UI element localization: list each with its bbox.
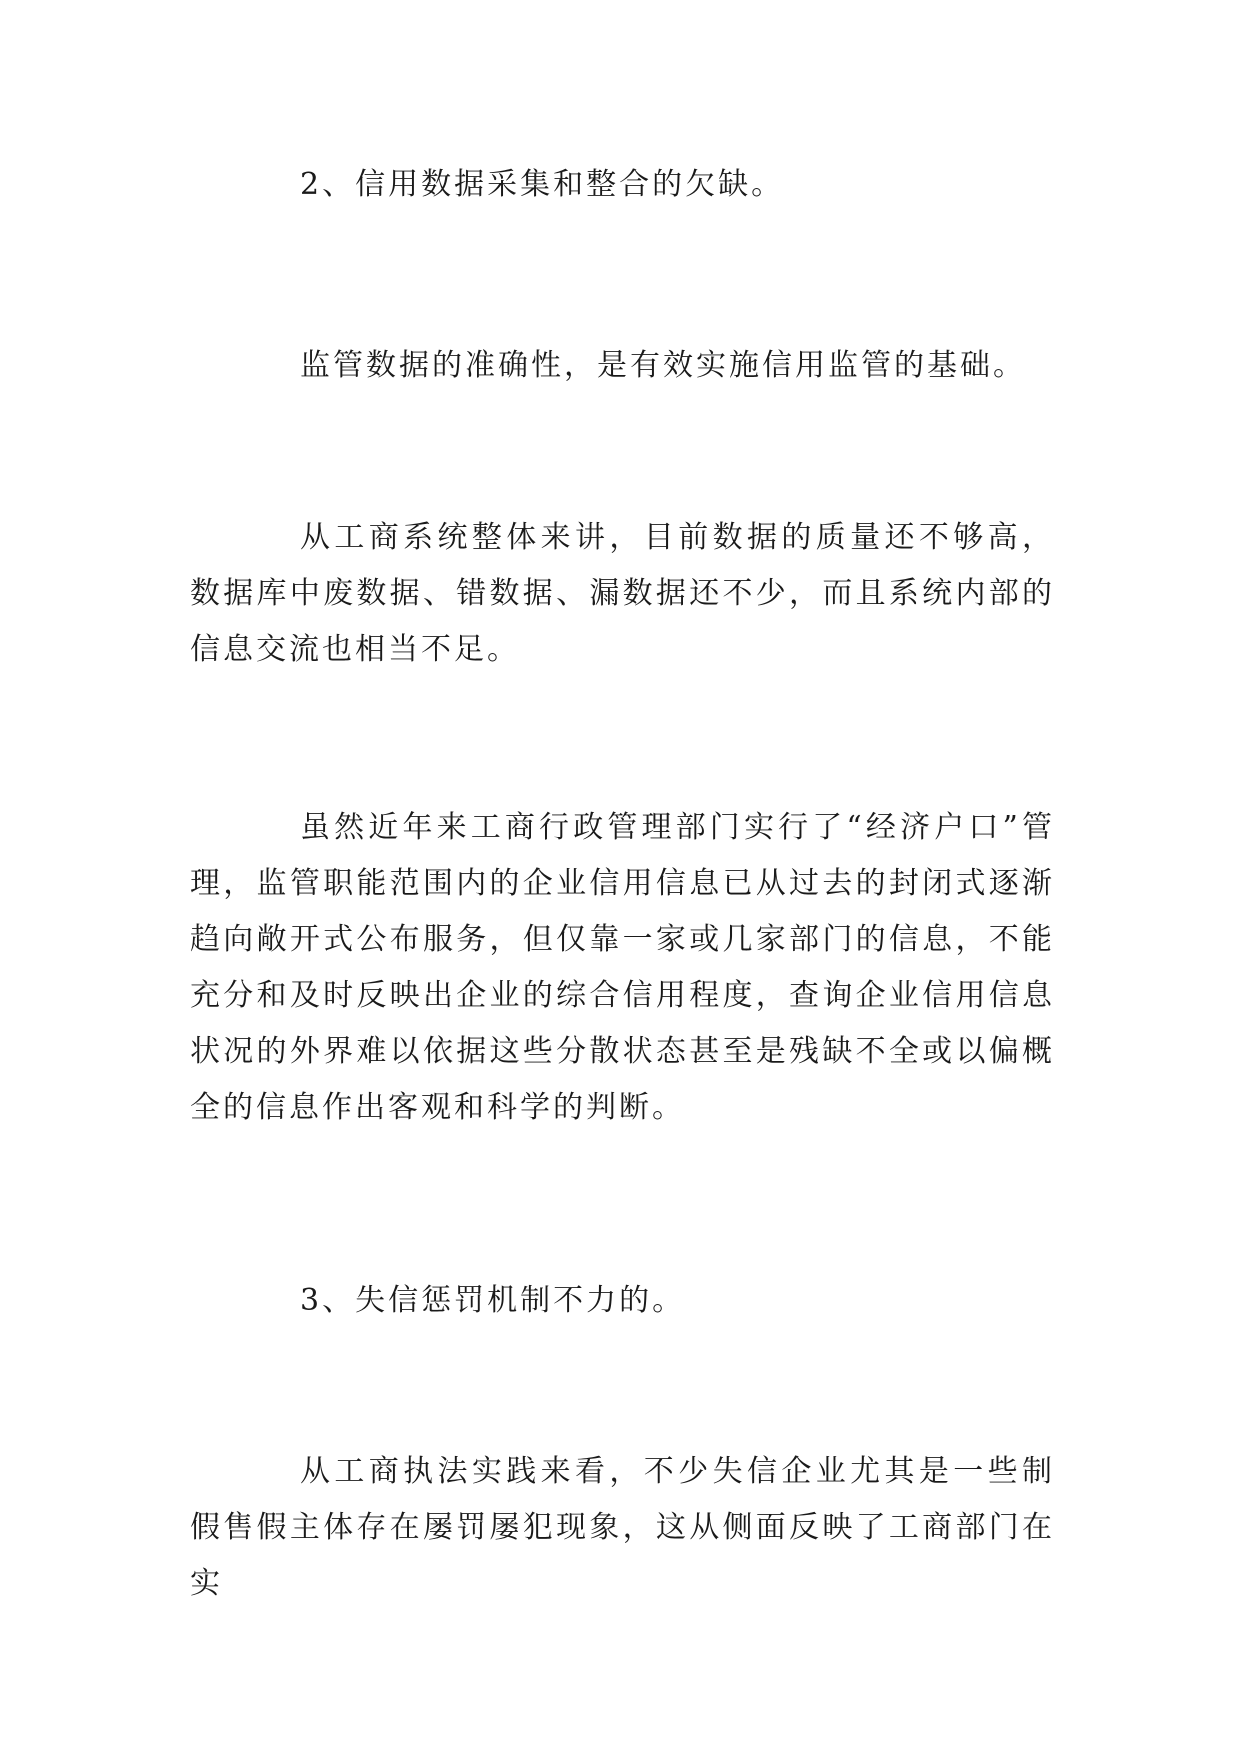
paragraph-enforcement-practice: 从工商执法实践来看，不少失信企业尤其是一些制假售假主体存在屡罚屡犯现象，这从侧面反映了工商部门在实 [190, 1454, 1055, 1601]
paragraph-economic-account: 虽然近年来工商行政管理部门实行了“经济户口”管理，监管职能范围内的企业信用信息已从过去的封闭式逐渐趋向敞开式公布服务，但仅靠一家或几家部门的信息，不能充分和及时反映出企业的综合信用程度，查询企业信用信息状况的外界难以依据这些分散状态甚至是残缺不全或以偏概全的信息作出客观和科学的判断。 [190, 810, 1055, 1125]
paragraph-data-quality: 从工商系统整体来讲，目前数据的质量还不够高，数据库中废数据、错数据、漏数据还不少，而且系统内部的信息交流也相当不足。 [190, 520, 1055, 667]
paragraph-data-accuracy: 监管数据的准确性，是有效实施信用监管的基础。 [300, 348, 1026, 383]
heading-punishment-mechanism: 3、失信惩罚机制不力的。 [300, 1283, 686, 1318]
heading-data-collection: 2、信用数据采集和整合的欠缺。 [300, 167, 785, 202]
